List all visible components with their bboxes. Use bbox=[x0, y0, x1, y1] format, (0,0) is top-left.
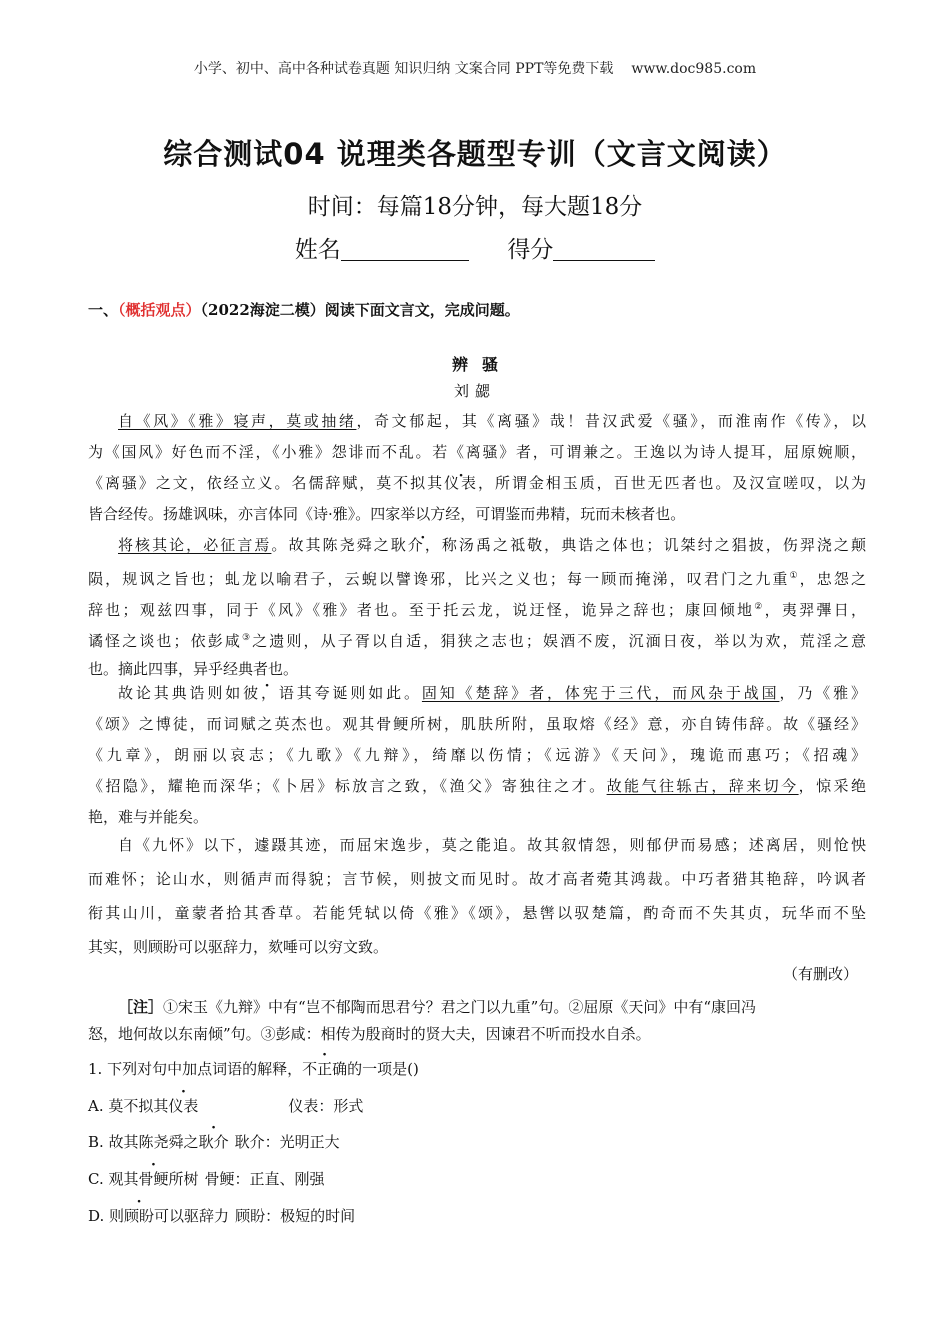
dotted-word: 菀 bbox=[596, 870, 614, 888]
text-line: 其实，则顾盼可以驱辞力，欬唾可以穷文致。 bbox=[88, 938, 389, 956]
option-c[interactable] bbox=[88, 1168, 325, 1189]
note-label: ［注］ bbox=[118, 998, 164, 1016]
text-span: 之遗则，从子胥以自适，狷狭之志也；娱酒不废，沉湎日夜，举以为欢，荒淫之意 bbox=[252, 632, 866, 650]
text-line: 《颂》之博徒，而词赋之英杰也。观其骨鲠所树，肌肤所附，虽取熔《经》意，亦自铸伟辞。故《骚经》 bbox=[88, 715, 866, 733]
text-line bbox=[88, 828, 866, 862]
text-line bbox=[88, 530, 866, 561]
dotted-word: 仪表 bbox=[168, 1097, 199, 1115]
text-line: 《九章》，朗丽以哀志；《九歌》《九辩》，绮靡以伤情；《远游》《天问》，瑰诡而惠巧；《招魂》 bbox=[88, 746, 866, 764]
text-span: 《招隐》，耀艳而深华；《卜居》标放言之致，《渔父》寄独往之才。 bbox=[88, 777, 607, 795]
text-span: ，乃《雅》 bbox=[779, 684, 866, 702]
text-line bbox=[88, 592, 866, 623]
annotations bbox=[88, 994, 866, 1048]
text-line: 艳，难与并能矣。 bbox=[88, 808, 209, 826]
option-explanation: 耿介：光明正大 bbox=[234, 1133, 340, 1151]
passage-paragraph-1 bbox=[88, 406, 866, 530]
text-line bbox=[88, 561, 866, 592]
text-span: ，夷羿彃日， bbox=[764, 601, 866, 619]
option-explanation: 骨鲠：正直、刚强 bbox=[204, 1170, 325, 1188]
edited-note: （有删改） bbox=[782, 965, 858, 983]
question-number: 一、 bbox=[88, 301, 119, 319]
text-line bbox=[88, 623, 866, 654]
passage-title: 辨骚 bbox=[451, 355, 512, 374]
text-span: 而难怀；论山水，则循声而得貌；言节候，则披文而见时。故才高者 bbox=[88, 870, 597, 888]
dotted-word: 之 bbox=[458, 836, 476, 854]
score-blank bbox=[553, 234, 655, 261]
page-header bbox=[0, 58, 950, 78]
header-sources: 小学、初中、高中各种试卷真题 知识归纳 文案合同 PPT等免费下载 bbox=[193, 61, 614, 77]
header-url[interactable]: www.doc985.com bbox=[631, 61, 757, 77]
text-span: ，语其夸诞则如此。 bbox=[261, 684, 422, 702]
dotted-word: 骨鲠 bbox=[138, 1170, 169, 1188]
underlined-sentence: 将核其论，必征言焉 bbox=[118, 536, 272, 554]
text-span: ，称汤禹之祗敬，典诰之体也；讥桀纣之猖披，伤羿浇之颠 bbox=[424, 536, 866, 554]
option-explanation: 顾盼：极短的时间 bbox=[235, 1207, 356, 1225]
text-span: 自《九怀》以下，遽蹑其迹，而屈宋逸步，莫 bbox=[118, 836, 459, 854]
footnote-marker: ② bbox=[754, 602, 765, 612]
dotted-word: 耿介 bbox=[198, 1133, 229, 1151]
passage-paragraph-3 bbox=[88, 678, 866, 833]
footnote-marker: ① bbox=[789, 571, 800, 581]
score-label: 得分 bbox=[507, 237, 554, 263]
name-label: 姓名 bbox=[294, 237, 341, 263]
text-line: 也。摘此四事，异乎经典者也。 bbox=[88, 660, 299, 678]
text-line bbox=[88, 678, 866, 709]
underlined-sentence: 自《风》《雅》寝声，莫或抽绪 bbox=[118, 412, 357, 430]
passage-author: 刘勰 bbox=[453, 382, 496, 400]
option-a[interactable] bbox=[88, 1095, 363, 1116]
note-line bbox=[88, 994, 866, 1021]
text-span: ，奇文郁起，其《离骚》哉！昔汉武爱《骚》，而淮南作《传》，以 bbox=[356, 412, 866, 430]
text-span: 辞也；观兹四事，同于《风》《雅》者也。至于托云龙，说迂怪，诡异之辞也；康回倾地 bbox=[88, 601, 755, 619]
option-b[interactable] bbox=[88, 1131, 340, 1152]
note-line: 怒，地何故以东南倾”句。③彭咸：相传为殷商时的贤大夫，因谏君不听而投水自杀。 bbox=[88, 1025, 651, 1043]
name-blank bbox=[341, 234, 469, 261]
option-d[interactable] bbox=[88, 1205, 355, 1226]
dotted-word: 仪表 bbox=[444, 474, 478, 492]
text-line bbox=[88, 862, 866, 896]
text-span: 的一项是() bbox=[347, 1060, 419, 1078]
text-span: 能追。故其叙情怨，则郁伊而易感；述离居，则怆怏 bbox=[475, 836, 866, 854]
text-line: 皆合经传。扬雄讽味，亦言体同《诗·雅》。四家举以方经，可谓鉴而弗精，玩而未核者也。 bbox=[88, 505, 686, 523]
page-title: 综合测试04 说理类各题型专训（文言文阅读） bbox=[163, 137, 787, 171]
passage-paragraph-2 bbox=[88, 530, 866, 685]
text-line: 为《国风》好色而不淫，《小雅》怨诽而不乱。若《离骚》者，可谓兼之。王逸以为诗人提耳，屈原婉顺， bbox=[88, 443, 866, 461]
footnote-marker: ③ bbox=[241, 633, 253, 643]
text-span: ，所谓金相玉质，百世无匹者也。及汉宣嗟叹，以为 bbox=[477, 474, 866, 492]
question-1-stem bbox=[88, 1058, 419, 1079]
question-instruction: （2022海淀二模）阅读下面文言文，完成问题。 bbox=[200, 301, 520, 319]
question-tag: （概括观点） bbox=[118, 301, 201, 319]
dotted-word: 顾盼 bbox=[124, 1207, 155, 1225]
text-span: 其鸿裁。中巧者猎其艳辞，吟讽者 bbox=[613, 870, 866, 888]
dotted-word: 耿介 bbox=[390, 536, 425, 554]
text-span: 所树 bbox=[168, 1170, 199, 1188]
passage-paragraph-4 bbox=[88, 828, 866, 964]
text-line bbox=[88, 406, 866, 437]
text-span: A. 莫不拟其 bbox=[88, 1097, 169, 1115]
text-span: 1. 下列对句中加点词语的解释， bbox=[88, 1060, 303, 1078]
time-info: 时间：每篇18分钟，每大题18分 bbox=[307, 194, 643, 220]
text-span: B. 故其陈尧舜之 bbox=[88, 1133, 199, 1151]
dotted-word: 彼 bbox=[243, 684, 262, 702]
text-span: 《离骚》之文，依经立义。名儒辞赋，莫不拟其 bbox=[88, 474, 445, 492]
text-span: D. 则 bbox=[88, 1207, 125, 1225]
text-span: 谲怪之谈也；依彭咸 bbox=[88, 632, 242, 650]
underlined-sentence: 固知《楚辞》者，体宪于三代，而风杂于战国 bbox=[421, 684, 780, 702]
text-span: 。故其陈尧舜之 bbox=[271, 536, 391, 554]
text-span: C. 观其 bbox=[88, 1170, 139, 1188]
text-line: 衔其山川，童蒙者拾其香草。若能凭轼以倚《雅》《颂》，悬辔以驭楚篇，酌奇而不失其贞，玩华而不坠 bbox=[88, 904, 866, 922]
text-line bbox=[88, 468, 866, 499]
text-span: ，惊采绝 bbox=[798, 777, 866, 795]
text-line bbox=[88, 771, 866, 802]
text-span: 故论其典诰则如 bbox=[118, 684, 244, 702]
text-span: 可以驱辞力 bbox=[154, 1207, 230, 1225]
text-span: ①宋玉《九辩》中有“岂不郁陶而思君兮？君之门以九重”句。②屈原《天问》中有“康回冯 bbox=[163, 998, 757, 1016]
text-span: 陨，规讽之旨也；虬龙以喻君子，云蜺以譬谗邪，比兴之义也；每一顾而掩涕，叹君门之九重 bbox=[88, 570, 790, 588]
underlined-sentence: 故能气往轹古，辞来切今 bbox=[606, 777, 799, 795]
option-explanation: 仪表：形式 bbox=[288, 1097, 364, 1115]
name-score-row bbox=[0, 231, 950, 264]
question-heading bbox=[88, 299, 520, 320]
text-span: ，忠怨之 bbox=[799, 570, 866, 588]
dotted-word: 不正确 bbox=[302, 1060, 348, 1078]
